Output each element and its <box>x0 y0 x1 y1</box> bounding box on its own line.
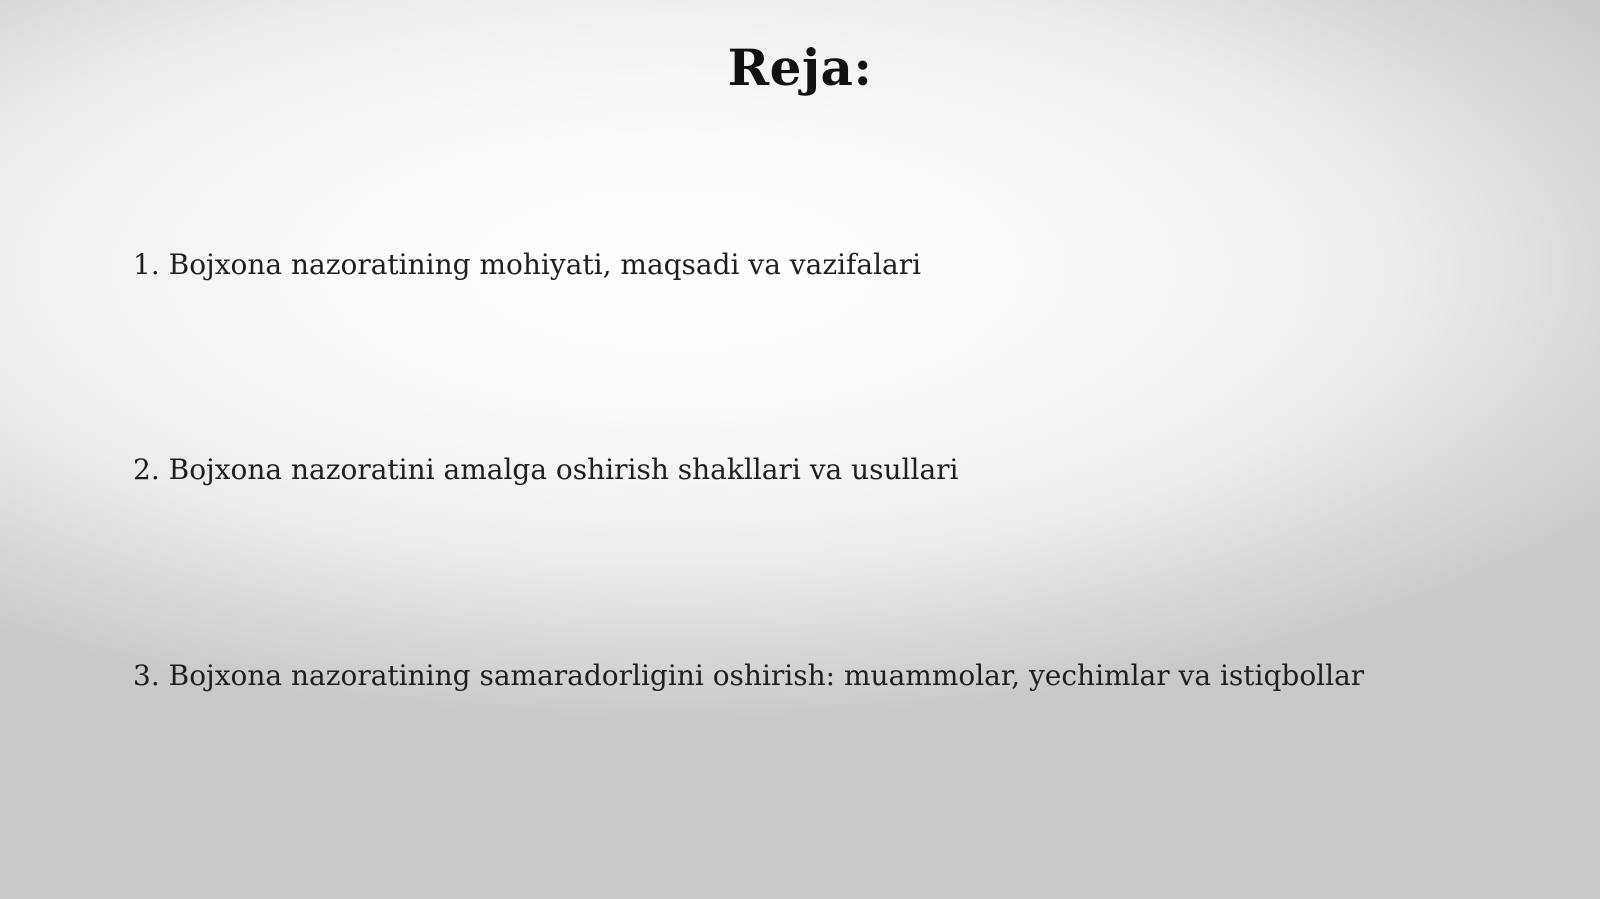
plan-item-3: 3. Bojxona nazoratining samaradorligini oshirish: muammolar, yechimlar va istiqbollar <box>133 659 1365 692</box>
plan-item-2: 2. Bojxona nazoratini amalga oshirish shakllari va usullari <box>133 453 959 486</box>
plan-item-1: 1. Bojxona nazoratining mohiyati, maqsadi va vazifalari <box>133 248 922 281</box>
slide-title: Reja: <box>727 38 873 97</box>
